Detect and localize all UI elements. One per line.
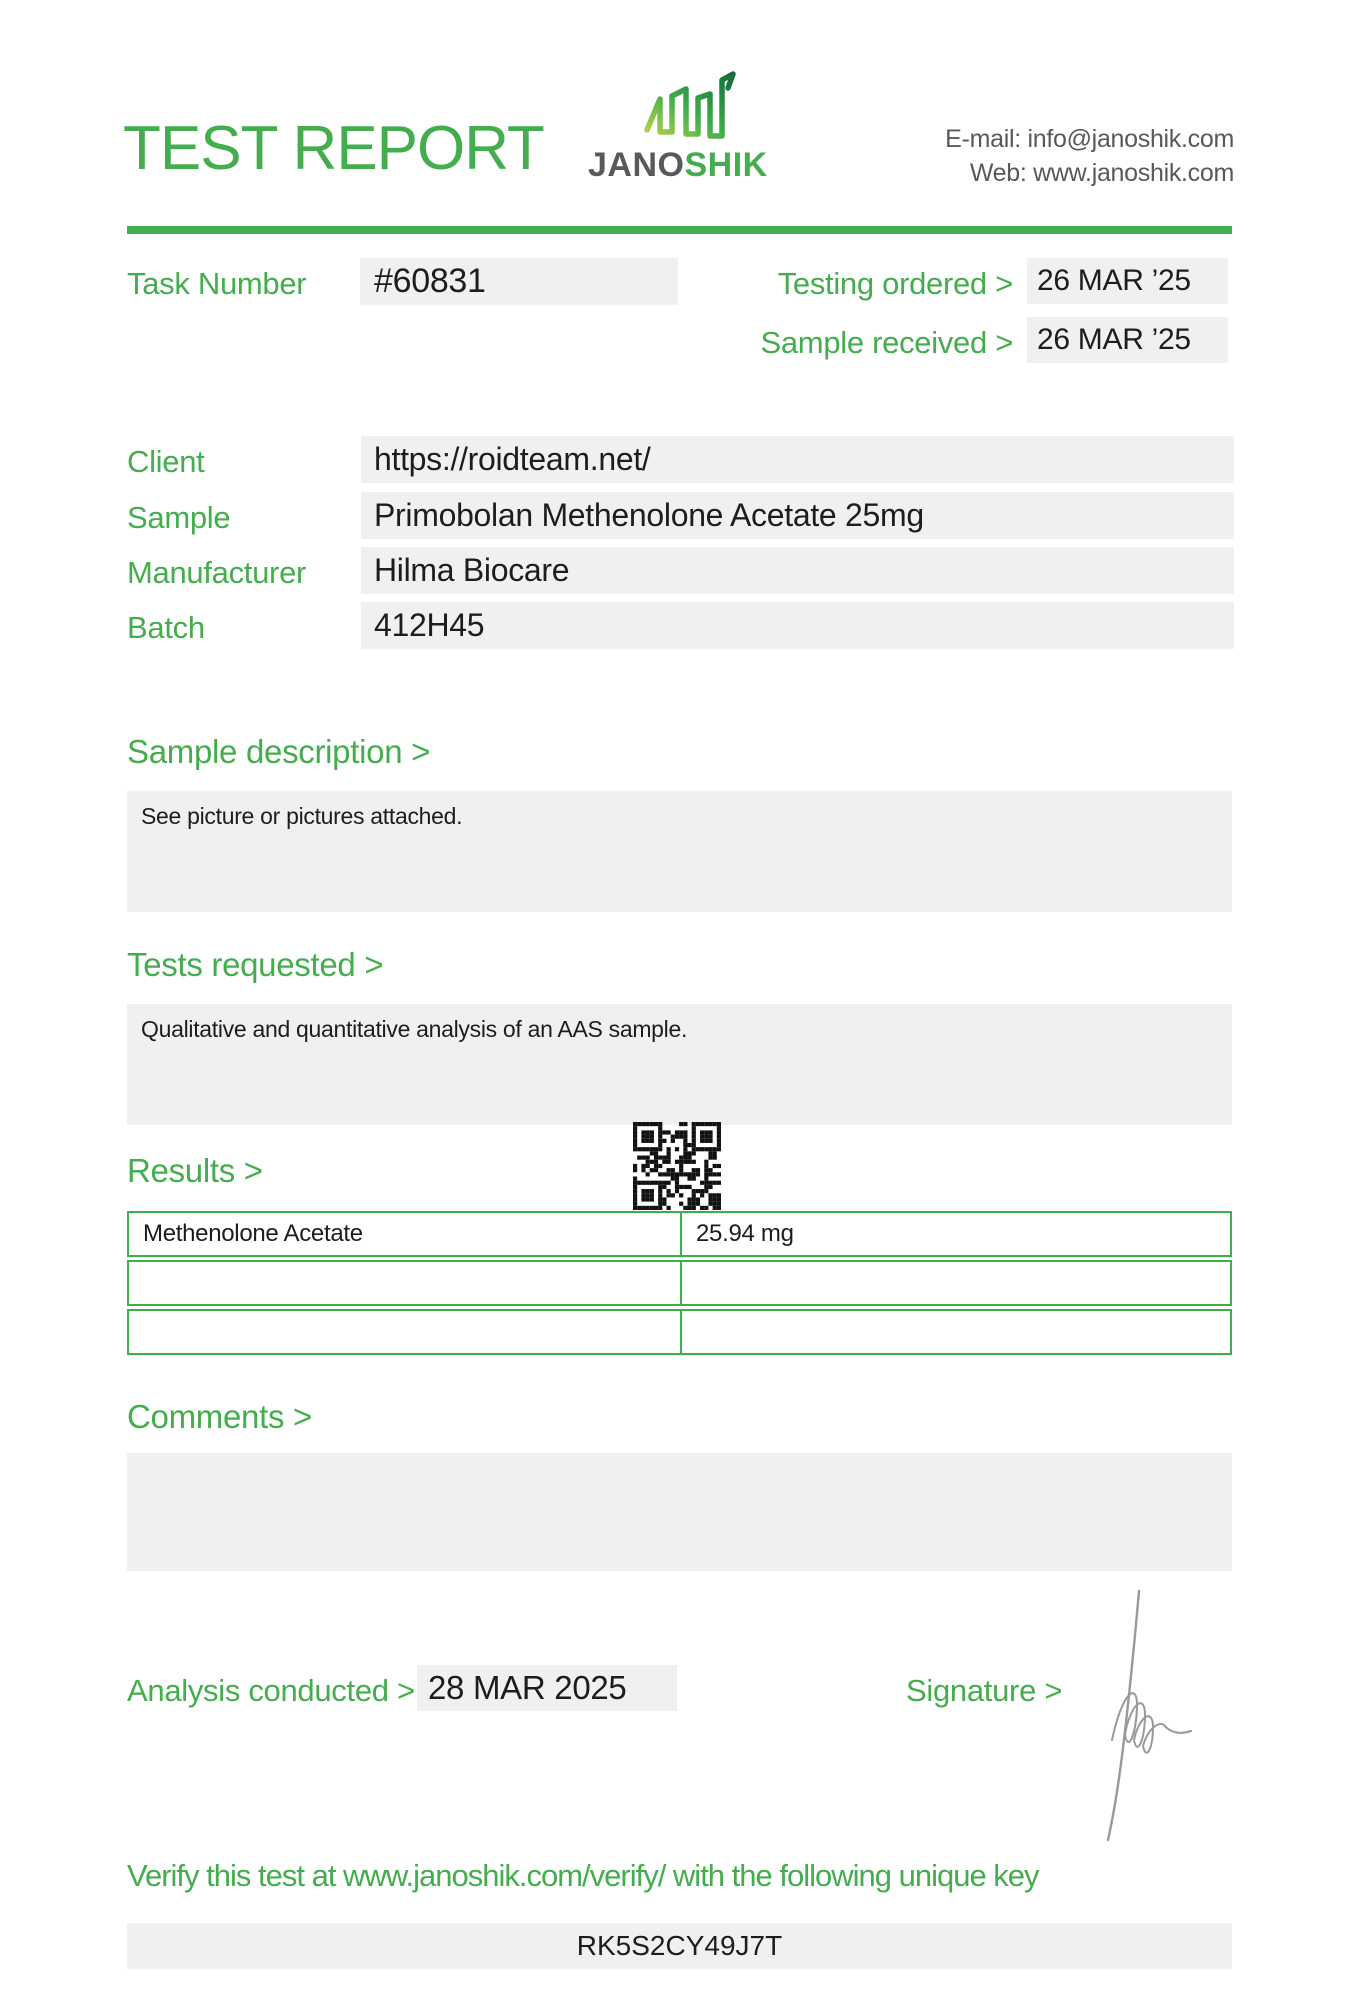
substance-cell: Methenolone Acetate: [129, 1213, 682, 1255]
comments-heading: Comments >: [127, 1398, 312, 1435]
client-label: Client: [127, 444, 205, 479]
verify-key: RK5S2CY49J7T: [127, 1923, 1232, 1969]
amount-cell: [682, 1311, 1230, 1353]
task-number-value: #60831: [360, 258, 678, 305]
table-row: [127, 1211, 1232, 1257]
comments-box: [127, 1453, 1232, 1571]
verify-text: Verify this test at www.janoshik.com/verify/ with the following unique key: [127, 1858, 1039, 1893]
analysis-date-value: 28 MAR 2025: [417, 1665, 677, 1711]
logo-chart-icon: [640, 70, 740, 146]
sample-value: Primobolan Methenolone Acetate 25mg: [361, 492, 1234, 539]
table-row: [127, 1260, 1232, 1306]
contact-web: Web: www.janoshik.com: [969, 159, 1234, 187]
contact-email: E-mail: info@janoshik.com: [945, 125, 1234, 153]
amount-cell: [682, 1262, 1230, 1304]
logo-wordmark: [588, 146, 768, 185]
sample-description-box: See picture or pictures attached.: [127, 791, 1232, 912]
sample-label: Sample: [127, 500, 231, 535]
signature-scribble: [1082, 1588, 1212, 1843]
logo-word-green: SHIK: [684, 146, 768, 184]
testing-ordered-value: 26 MAR ’25: [1027, 258, 1228, 304]
qr-code: [633, 1122, 721, 1210]
page-title: TEST REPORT: [123, 114, 544, 183]
contact-info: [945, 122, 1234, 190]
substance-cell: [129, 1262, 682, 1304]
manufacturer-label: Manufacturer: [127, 555, 307, 590]
sample-description-heading: Sample description >: [127, 733, 431, 770]
amount-cell: 25.94 mg: [696, 1220, 794, 1247]
analysis-conducted-label: Analysis conducted >: [127, 1673, 415, 1708]
sample-received-label: Sample received >: [760, 325, 1013, 360]
tests-requested-box: Qualitative and quantitative analysis of an AAS sample.: [127, 1004, 1232, 1125]
batch-label: Batch: [127, 610, 205, 645]
results-table: [127, 1211, 1232, 1358]
logo-word-dark: JANO: [588, 146, 685, 184]
manufacturer-value: Hilma Biocare: [361, 547, 1234, 594]
testing-ordered-label: Testing ordered >: [777, 266, 1013, 301]
batch-value: 412H45: [361, 602, 1234, 649]
header-rule: [127, 226, 1232, 234]
task-number-label: Task Number: [127, 266, 307, 301]
signature-label: Signature >: [906, 1673, 1063, 1708]
client-value: https://roidteam.net/: [361, 436, 1234, 483]
results-heading: Results >: [127, 1152, 263, 1189]
table-row: [127, 1309, 1232, 1355]
sample-received-value: 26 MAR ’25: [1027, 317, 1228, 363]
tests-requested-heading: Tests requested >: [127, 946, 384, 983]
substance-cell: [129, 1311, 682, 1353]
